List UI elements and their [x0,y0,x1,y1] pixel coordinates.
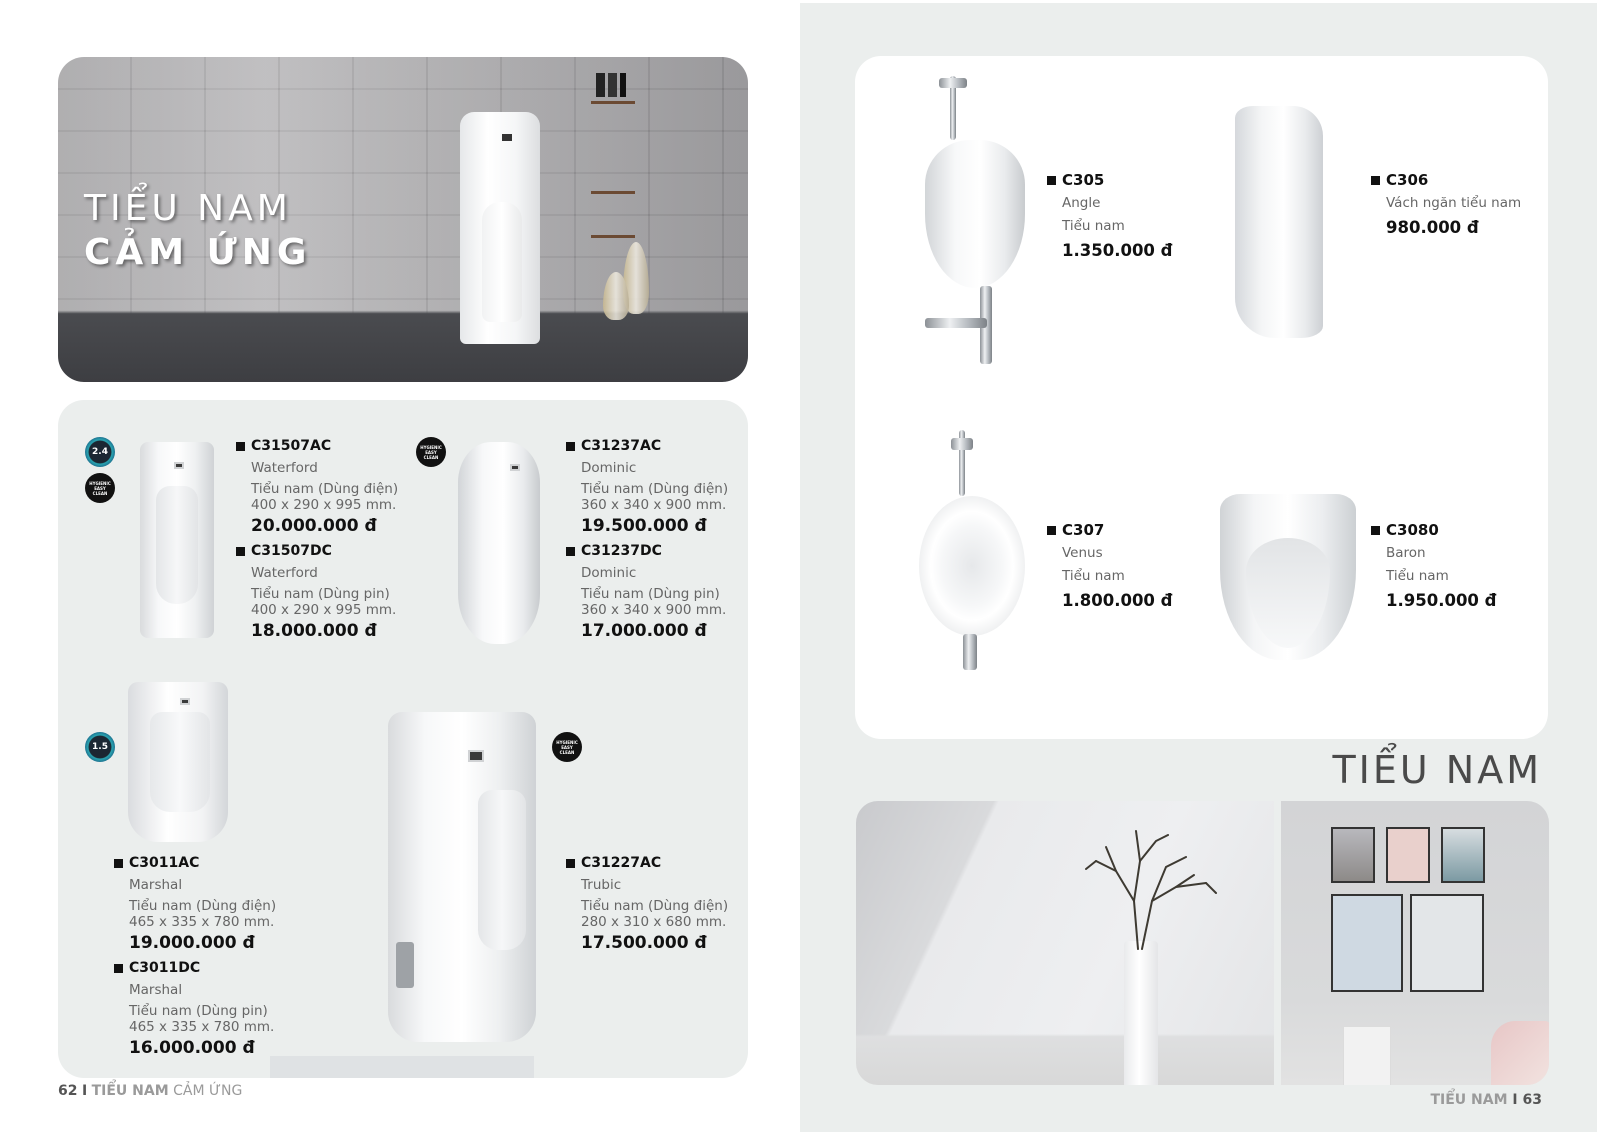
hero-banner-image [58,57,748,382]
hygienic-easy-clean-badge-icon: HYGIENIC EASY CLEAN [552,732,582,762]
product-dims: 280 x 310 x 680 mm. [581,914,727,930]
product-desc: Tiểu nam [1062,568,1125,584]
sensor-icon [468,750,484,762]
wall-shelf [591,235,635,238]
product-spec-c3011 [114,852,276,1062]
product-name: Vách ngăn tiểu nam [1386,195,1522,211]
product-spec-c307 [1047,518,1172,614]
picture-frame [1441,827,1485,883]
bullet-square-icon [566,547,575,556]
product-name: Dominic [581,565,637,581]
footer-subsection: CẢM ỨNG [173,1083,243,1099]
product-desc: Tiểu nam (Dùng pin) [129,1003,268,1019]
product-dims: 465 x 335 x 780 mm. [129,914,275,930]
product-dims: 465 x 335 x 780 mm. [129,1019,275,1035]
product-desc: Tiểu nam (Dùng điện) [251,481,399,497]
page-number: 62 [58,1083,78,1099]
lifestyle-photo-frames [1281,801,1549,1085]
product-image-waterford [140,442,214,638]
footer-section: TIỂU NAM [1430,1092,1508,1108]
product-image-c3080 [1220,494,1356,660]
bullet-square-icon [1047,526,1056,535]
product-spec-c31507 [236,435,398,645]
page-number: 63 [1522,1092,1542,1108]
product-price: 17.500.000 đ [581,933,707,953]
bullet-square-icon [114,859,123,868]
product-name: Venus [1062,545,1103,561]
product-code: C3011AC [114,852,276,874]
product-name: Baron [1386,545,1426,561]
product-name: Waterford [251,565,318,581]
product-code: C307 [1047,518,1172,542]
product-price: 18.000.000 đ [251,621,377,641]
product-code: C3011DC [114,957,276,979]
sensor-icon [174,462,184,469]
product-price: 19.500.000 đ [581,516,707,536]
product-price: 1.800.000 đ [1062,591,1173,610]
product-price: 20.000.000 đ [251,516,377,536]
bullet-square-icon [114,964,123,973]
bullet-square-icon [566,859,575,868]
product-price: 19.000.000 đ [129,933,255,953]
product-image-c306 [1235,106,1323,338]
product-name: Angle [1062,195,1101,211]
product-dims: 400 x 290 x 995 mm. [251,497,397,513]
product-code: C305 [1047,168,1172,192]
drain-pipe [963,634,977,670]
bullet-square-icon [1371,526,1380,535]
lifestyle-photo-vase [856,801,1274,1085]
bullet-square-icon [1047,176,1056,185]
product-name: Waterford [251,460,318,476]
urinal-products-panel [855,56,1548,739]
bullet-square-icon [1371,176,1380,185]
bullet-square-icon [236,547,245,556]
page-footer-left: 62 I TIỂU NAM CẢM ỨNG [58,1083,243,1099]
product-desc: Tiểu nam (Dùng pin) [251,586,390,602]
product-desc: Tiểu nam (Dùng điện) [581,898,729,914]
picture-frame [1410,894,1484,992]
product-price: 16.000.000 đ [129,1038,255,1058]
product-code: C31237AC [566,435,728,457]
bullet-square-icon [236,442,245,451]
hygienic-easy-clean-badge-icon: HYGIENIC EASY CLEAN [85,473,115,503]
product-desc: Tiểu nam (Dùng điện) [581,481,729,497]
product-price: 17.000.000 đ [581,621,707,641]
product-price: 980.000 đ [1386,218,1479,237]
right-page-63 [800,0,1600,1132]
product-image-marshal [128,682,228,842]
product-code: C31507DC [236,540,398,562]
product-name: Dominic [581,460,637,476]
hero-title-line1: TIỂU NAM [84,188,292,229]
product-desc: Tiểu nam (Dùng pin) [581,586,720,602]
product-spec-c305 [1047,168,1172,264]
product-code: C31227AC [566,852,728,874]
hero-title [84,187,311,275]
product-spec-c306 [1371,168,1521,241]
water-saving-badge-icon: 1.5 [85,732,115,762]
product-price: 1.350.000 đ [1062,241,1173,260]
sensor-urinal-products-panel [58,400,748,1078]
sensor-icon [502,134,512,141]
sensor-icon [510,464,520,471]
product-code: C31507AC [236,435,398,457]
picture-frame [1331,894,1403,992]
white-vase [1124,941,1158,1085]
product-code: C306 [1371,168,1521,192]
product-name: Marshal [129,877,183,893]
wall-shelf [591,101,635,104]
product-name: Marshal [129,982,183,998]
footer-section: TIỂU NAM [91,1083,169,1099]
picture-frame [1331,827,1375,883]
page-footer-right: TIỂU NAM I 63 [1430,1092,1542,1108]
product-desc: Tiểu nam [1386,568,1449,584]
product-dims: 400 x 290 x 995 mm. [251,602,397,618]
product-image-dominic [458,442,540,644]
hero-urinal-image [460,112,540,344]
product-code: C3080 [1371,518,1496,542]
pillow [1491,1021,1549,1085]
hygienic-easy-clean-badge-icon: HYGIENIC EASY CLEAN [416,437,446,467]
product-spec-c31227 [566,852,728,957]
product-dims: 360 x 340 x 900 mm. [581,602,727,618]
section-title: TIỂU NAM [1332,748,1542,792]
battery-compartment [396,942,414,988]
picture-frame [1386,827,1430,883]
product-desc: Tiểu nam (Dùng điện) [129,898,277,914]
branch-decor [1076,821,1226,951]
product-desc: Tiểu nam [1062,218,1125,234]
decorative-strip [270,1056,534,1078]
hero-title-line2: CẢM ỨNG [84,232,312,273]
water-saving-badge-icon: 2.4 [85,437,115,467]
product-image-trubic [388,712,536,1042]
wall-shelf [591,191,635,194]
product-spec-c31237 [566,435,728,645]
product-code: C31237DC [566,540,728,562]
sensor-icon [180,698,190,705]
product-spec-c3080 [1371,518,1496,614]
stool [1343,1026,1391,1085]
bullet-square-icon [566,442,575,451]
product-price: 1.950.000 đ [1386,591,1497,610]
decor-bottles [596,73,626,97]
product-dims: 360 x 340 x 900 mm. [581,497,727,513]
product-name: Trubic [581,877,622,893]
